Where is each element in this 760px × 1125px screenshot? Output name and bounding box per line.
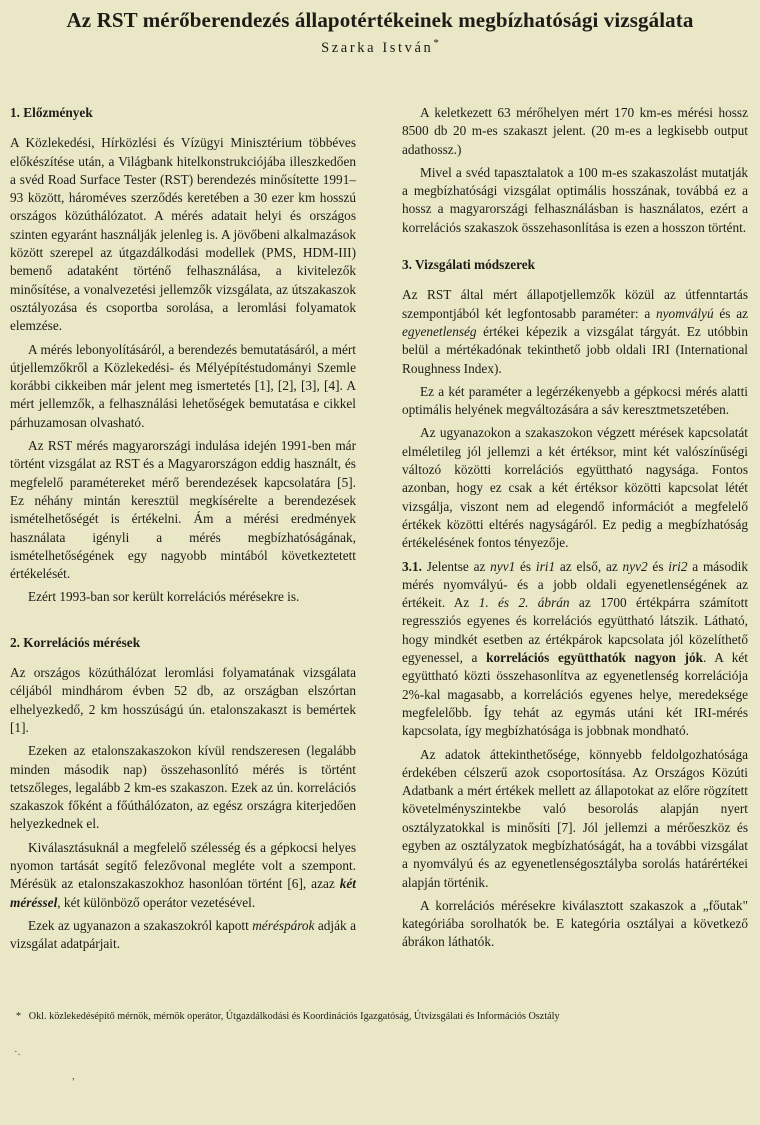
emphasis-correlation: korrelációs együtthatók nagyon jók xyxy=(486,650,704,666)
text-run: és az xyxy=(713,305,748,321)
text-run: . A két együttható közti összehasonlítva az egyenetlenség korrelációja 2%-kal magasabb, a korrelációs egyenes helye, meredeksége megfelelőbb. Így tehát az egymás utáni két IRI-mérés kapcsolata, így megbízhatósága is jobbnak mondható. xyxy=(402,650,748,739)
right-paragraph-8: A korrelációs mérésekre kiválasztott szakaszok a „főutak" kategóriába sorolhatók be. E kategória osztályai a következő ábrákon láthatók. xyxy=(402,897,748,950)
right-paragraph-5: Az ugyanazokon a szakaszokon végzett mérések kapcsolatát elméletileg jól jellemzi a két értéksor, mint két valószínűségi változó közötti korrelációs együttható nagysága. Fontos azonban, hogy ez csak a két értéksor közötti kapcsolat létét vizsgálja, viszont nem ad elegendő információt a megfelelő értékek közötti eltérés nagyságáról. Ez pedig a megbízhatóság értékelésének fontos tényezője. xyxy=(402,425,748,551)
section-heading-2: 2. Korrelációs mérések xyxy=(10,634,141,650)
scan-speck: , xyxy=(72,1070,75,1082)
right-paragraph-2: Mivel a svéd tapasztalatok a 100 m-es szakaszolást mutatják a megbízhatósági vizsgálat optimális hosszának, továbbá ez a hossz a magyarországi felhasználásban is használatos, ezért a korrelációs szakaszok összehasonlítása is ezen a hosszon történt. xyxy=(402,164,748,235)
text-run: adják a vizsgálat adatpárjait. xyxy=(10,917,356,952)
right-paragraph-4: Ez a két paraméter a legérzékenyebb a gépkocsi mérés alatti optimális helyének megváltozására a sáv keresztmetszetében. xyxy=(402,383,748,418)
left-paragraph-7 xyxy=(10,839,356,912)
section-gap xyxy=(402,242,748,256)
emphasis-roughness: egyenetlenség xyxy=(402,323,477,339)
variable-nyv2: nyv2 xyxy=(622,558,648,574)
variable-iri1: iri1 xyxy=(535,558,556,574)
left-column xyxy=(10,104,356,958)
author-footnote-mark: * xyxy=(433,37,439,49)
right-paragraph-3 xyxy=(402,286,748,377)
author-name: Szarka István xyxy=(321,40,434,56)
left-paragraph-5: Az országos közúthálózat leromlási folyamatának vizsgálata céljából mindhárom évben 52 db, az országban elszórtan elhelyezkedő, 2 km hosszúságú ún. etalonszakaszt is bemértek [1]. xyxy=(10,665,356,735)
text-run: értékei képezik a vizsgálat tárgyát. Ez utóbbin belül a mértékadónak tekinthető jobb oldali IRI (International Roughness Index). xyxy=(402,323,748,376)
author-line xyxy=(0,37,760,57)
text-run: és xyxy=(515,558,536,574)
variable-nyv1: nyv1 xyxy=(490,558,516,574)
footnote-mark: * xyxy=(16,1011,22,1022)
text-run: és xyxy=(647,558,669,574)
paper-title: Az RST mérőberendezés állapotértékeinek megbízhatósági vizsgálata xyxy=(66,8,694,32)
text-run: , két különböző operátor vezetésével. xyxy=(57,894,256,910)
emphasis-rut: nyomvályú xyxy=(656,305,714,321)
section-heading-1: 1. Előzmények xyxy=(10,105,93,120)
text-run: Jelentse az xyxy=(421,558,491,574)
text-run: Kiválasztásuknál a megfelelő szélesség és a gépkocsi helyes nyomon tartását segítő felezővonal megléte volt a szempont. Mérésük az etalonszakaszokhoz hasonlóan történt [6], azaz xyxy=(10,839,356,892)
emphasis-two-measurements: két méréssel xyxy=(10,876,356,910)
text-run: az első, az xyxy=(555,558,623,574)
left-paragraph-8 xyxy=(10,917,356,954)
variable-iri2: iri2 xyxy=(668,558,688,574)
figure-reference: 1. és 2. ábrán xyxy=(478,595,570,611)
left-paragraph-2: A mérés lebonyolításáról, a berendezés bemutatásáról, a mért útjellemzőkről a Közlekedési- és Mélyépítéstudományi Szemle korábbi cikkeiben már jelent meg ismertetés [1], [2], [3], [4]. A mért jellemzők, a felhasználási lehetőségek bemutatása e cikkel párhuzamosan olvasható. xyxy=(10,341,356,430)
left-paragraph-1: A Közlekedési, Hírközlési és Vízügyi Minisztérium többéves előkészítése után, a Világbank hitelkonstrukciójába illeszkedően a svéd Road Surface Tester (RST) berendezés minősítette 1991–93 között, hároméves szerződés keretében a 30 ezer km hosszú országos közúthálózatot. A mérés adatait helyi és országos szinten egyaránt használják jelenleg is. A jövőbeni alkalmazások között szerepel az útgazdálkodási modellek (PMS, HDM-III) bemenő adataként történő felhasználása, a kivitelezők minősítése, a vonalvezetési jellemzők vizsgálata, az útszakaszok osztályozása és csoportba sorolása, a leromlási folyamatok elemzése. xyxy=(10,135,356,334)
right-paragraph-7: Az adatok áttekinthetősége, könnyebb feldolgozhatósága érdekében célszerű azok csoportosítása. Az Országos Közúti Adatbank a mért értékek mellett az állapotokat az előre rögzített követelményszintekbe való besorolás alapján nyert osztályzatokkal is minősíti [7]. Jól jellemzi a mérőeszköz és egyben az osztályzatok megbízhatóságát, ha a további vizsgálat a nyomvályú és az egyenetlenségosztályba sorolás határértékei alapján történik. xyxy=(402,746,748,890)
footnote-text: Okl. közlekedésépítő mérnök, mérnök operátor, Útgazdálkodási és Koordinációs Igazgatóság, Útvizsgálati és Információs Osztály xyxy=(28,1011,560,1022)
right-paragraph-6 xyxy=(402,558,748,741)
subsection-number: 3.1. xyxy=(402,558,422,574)
section-gap xyxy=(10,612,356,634)
text-run: az 1700 értékpárra számított regressziós egyenes és korrelációs együttható látszik. Látható, hogy mindkét esetben az értékpárok kapcsolata jól közelíthető egyenessel, a xyxy=(402,595,749,666)
right-column xyxy=(402,104,748,957)
right-paragraph-1: A keletkezett 63 mérőhelyen mért 170 km-es mérési hossz 8500 db 20 m-es szakaszt jelent. (20 m-es a legkisebb output adathossz.) xyxy=(402,105,748,157)
scan-speck: ·. xyxy=(14,1046,21,1058)
footnote xyxy=(16,1010,736,1024)
left-paragraph-4: Ezért 1993-ban sor került korrelációs mérésekre is. xyxy=(28,589,300,605)
text-run: a második mérés nyomvályú- és a jobb oldali egyenetlenségének az értékeit. Az xyxy=(402,558,748,611)
section-heading-3: 3. Vizsgálati módszerek xyxy=(402,257,536,273)
left-paragraph-6: Ezeken az etalonszakaszokon kívül rendszeresen (legalább minden második nap) összehasonlító mérés is történt tetszőleges, legalább 2 km-es szakaszon. Ezek az ún. korrelációs szakaszok főként a főúthálózaton, az egész országra kiterjedően helyezkednek el. xyxy=(10,743,356,832)
left-paragraph-3: Az RST mérés magyarországi indulása idején 1991-ben már történt vizsgálat az RST és a Magyarországon eddig használt, és megfelelő paramétereket mérő berendezések kapcsolatára [5]. Ez néhány mintán keresztül megkísérelte a berendezések ismételhetőségét is értékelni. Ám a mérési eredmények használata igényli a mérés megbízhatóságának, ismételhetőségének egy nagyobb mintából következtetett értékelését. xyxy=(10,438,356,582)
emphasis-measurement-pairs: méréspárok xyxy=(252,917,315,933)
text-run: Ezek az ugyanazon a szakaszokról kapott xyxy=(28,917,253,933)
text-run: Az RST által mért állapotjellemzők közül az útfenntartás szempontjából két legfontosabb paraméter: a xyxy=(402,287,748,321)
